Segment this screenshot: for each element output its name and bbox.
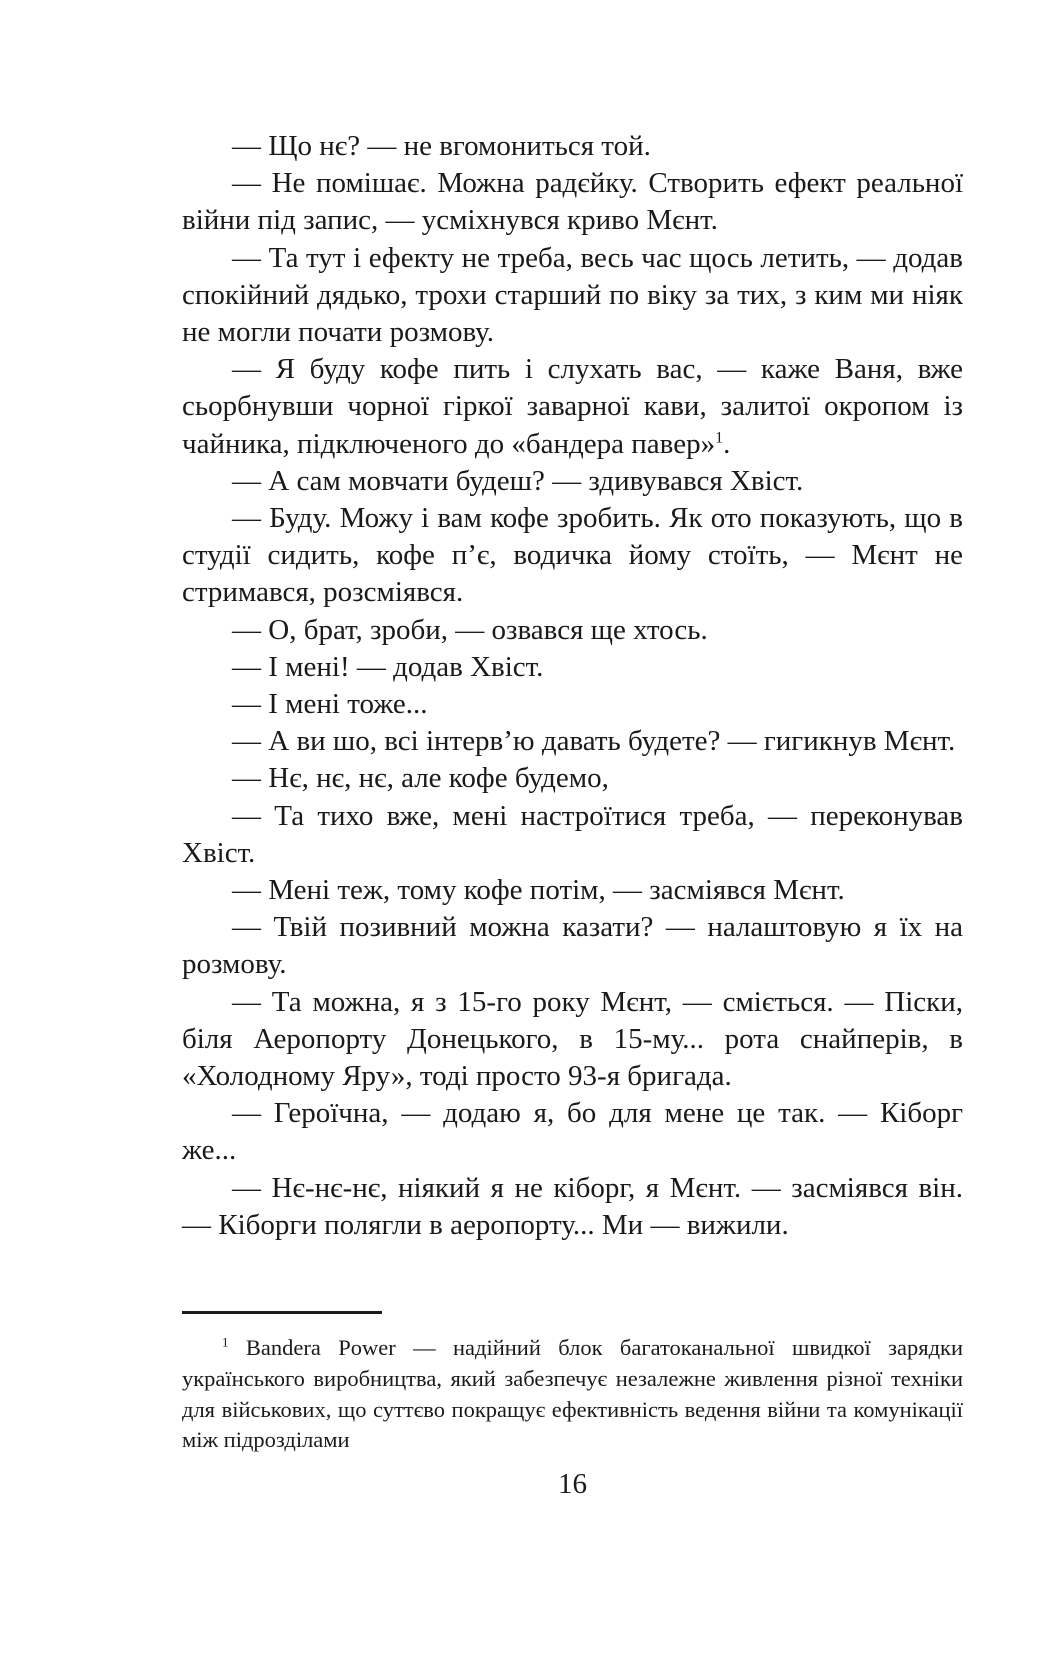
paragraph: — Та тихо вже, мені настроїтися треба, — переконував Хвіст.: [182, 799, 963, 869]
paragraph: — Що нє? — не вгомониться той.: [232, 130, 651, 162]
page-number: 16: [558, 1468, 587, 1500]
paragraph-tail: .: [723, 427, 731, 460]
paragraph: — Нє-нє-нє, ніякий я не кіборг, я Мєнт. — засміявся він. — Кіборги полягли в аеропорту... Ми — вижили.: [182, 1171, 963, 1241]
footnote-reference: 1: [715, 428, 724, 446]
paragraph: — О, брат, зроби, — озвався ще хтось.: [232, 613, 708, 646]
footnote: [182, 1333, 963, 1456]
body-text: [182, 128, 963, 1244]
paragraph: — Не помішає. Можна радєйку. Створить ефект реальної війни під запис, — усміхнувся криво Мєнт.: [182, 167, 963, 237]
paragraph: — І мені! — додав Хвіст.: [232, 650, 544, 683]
paragraph-text: — Я буду кофе пить і слухать вас, — каже Ваня, вже сьорбнувши чорної гіркої заварної кави, залитої окропом із чайника, підключеного до «бандера павер»: [182, 353, 963, 460]
paragraph: [182, 351, 963, 463]
book-page: [182, 128, 963, 1500]
paragraph: — Нє, нє, нє, але кофе будемо,: [232, 762, 609, 795]
footnote-text: Bandera Power — надійний блок багатоканальної швидкої зарядки українського виробництва, який забезпечує незалежне живлення різної техніки для військових, що суттєво покращує ефективність ведення війни та комунікації між підрозділами: [182, 1335, 963, 1453]
paragraph: — Буду. Можу і вам кофе зробить. Як ото показують, що в студії сидить, кофе п’є, водичка йому стоїть, — Мєнт не стримався, розсміявся.: [182, 502, 963, 609]
paragraph: — Та тут і ефекту не треба, весь час щось летить, — додав спокійний дядько, трохи старший по віку за тих, з ким ми ніяк не могли почати розмову.: [182, 241, 963, 349]
footnote-divider: [182, 1311, 382, 1314]
paragraph: — Героїчна, — додаю я, бо для мене це так. — Кіборг же...: [182, 1097, 963, 1167]
paragraph: — І мені тоже...: [232, 688, 428, 721]
paragraph: — А ви шо, всі інтерв’ю давать будете? — гигикнув Мєнт.: [232, 725, 956, 758]
paragraph: — А сам мовчати будеш? — здивувався Хвіст.: [232, 464, 804, 497]
footnote-marker: 1: [222, 1334, 229, 1350]
paragraph: — Твій позивний можна казати? — налаштовую я їх на розмову.: [182, 911, 963, 981]
paragraph: — Мені теж, тому кофе потім, — засміявся Мєнт.: [232, 874, 845, 907]
paragraph: — Та можна, я з 15-го року Мєнт, — сміється. — Піски, біля Аеропорту Донецького, в 15-му... рота снайперів, в «Холодному Яру», тоді просто 93-я бригада.: [182, 985, 963, 1093]
